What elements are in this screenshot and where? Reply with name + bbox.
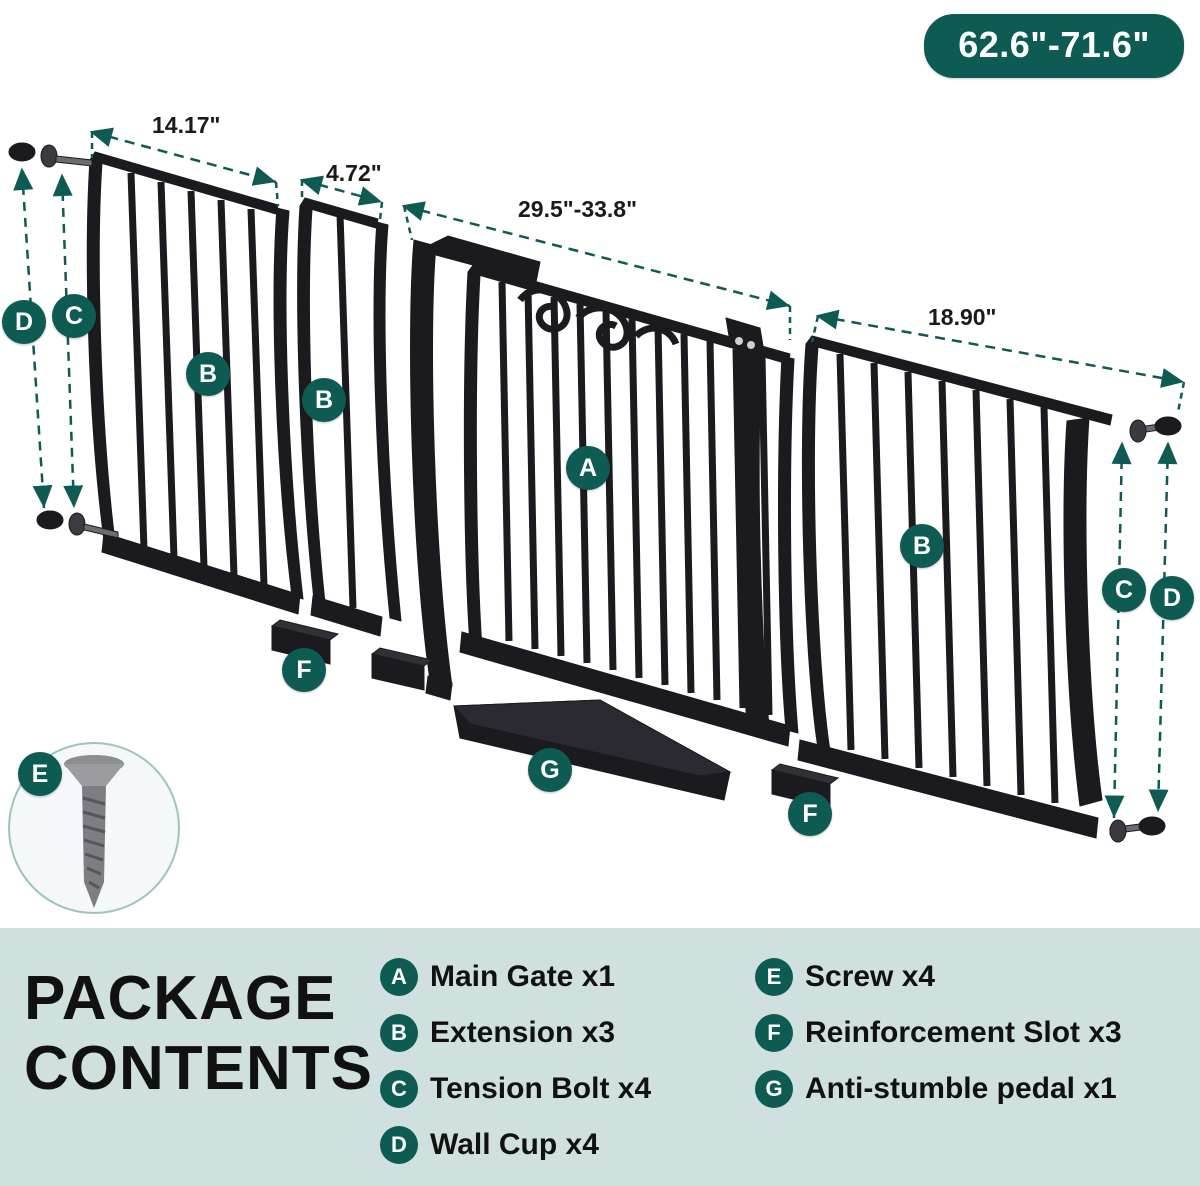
list-item [755, 1014, 1122, 1052]
dimension-label-right-extension-width: 18.90" [928, 304, 997, 330]
callout-c-left-inner: C [52, 294, 96, 338]
extension-panel-3 [798, 336, 1112, 838]
size-range-badge: 62.6"-71.6" [924, 14, 1184, 78]
main-gate-panel [411, 236, 798, 746]
hardware-right-bottom [1110, 817, 1165, 842]
item-label-f: Reinforcement Slot x3 [805, 1016, 1122, 1049]
callout-b-extension-2: B [302, 378, 346, 422]
item-label-d: Wall Cup x4 [430, 1128, 599, 1161]
callout-f-slot-right: F [788, 792, 832, 836]
item-key-f: F [755, 1014, 793, 1052]
callout-a-main-gate: A [566, 446, 610, 490]
dimension-label-extension-small-width: 4.72" [326, 160, 382, 186]
list-item [380, 958, 651, 996]
list-item [380, 1014, 651, 1052]
item-label-g: Anti-stumble pedal x1 [805, 1072, 1117, 1105]
package-title-line1: PACKAGE [24, 964, 337, 1033]
item-label-a: Main Gate x1 [430, 960, 616, 993]
dimension-label-main-gate-width: 29.5"-33.8" [518, 196, 637, 222]
callout-g-pedal: G [528, 748, 572, 792]
callout-b-extension-1: B [186, 352, 230, 396]
reinforcement-slot-2 [372, 648, 432, 690]
item-label-c: Tension Bolt x4 [430, 1072, 652, 1105]
item-label-b: Extension x3 [430, 1016, 616, 1049]
item-key-g: G [755, 1070, 793, 1108]
item-key-d: D [380, 1126, 418, 1164]
callout-d-right-outer: D [1150, 576, 1194, 620]
list-item [380, 1070, 651, 1108]
list-item [755, 1070, 1122, 1108]
callout-b-extension-3: B [900, 524, 944, 568]
item-key-e: E [755, 958, 793, 996]
hardware-right-top [1130, 417, 1181, 442]
package-title-line2: CONTENTS [24, 1034, 373, 1103]
dimension-label-extension-b-width: 14.17" [152, 112, 221, 138]
package-contents-column-left [380, 958, 651, 1182]
callout-c-right-inner: C [1102, 568, 1146, 612]
hardware-left-top [9, 143, 92, 167]
list-item [380, 1126, 651, 1164]
callout-d-left-outer: D [2, 300, 46, 344]
callout-e-screw: E [18, 752, 62, 796]
list-item [755, 958, 1122, 996]
package-contents-panel [0, 928, 1200, 1186]
package-contents-column-right [755, 958, 1122, 1126]
item-key-b: B [380, 1014, 418, 1052]
item-key-a: A [380, 958, 418, 996]
item-label-e: Screw x4 [805, 960, 936, 993]
callout-f-slot-left: F [282, 648, 326, 692]
item-key-c: C [380, 1070, 418, 1108]
